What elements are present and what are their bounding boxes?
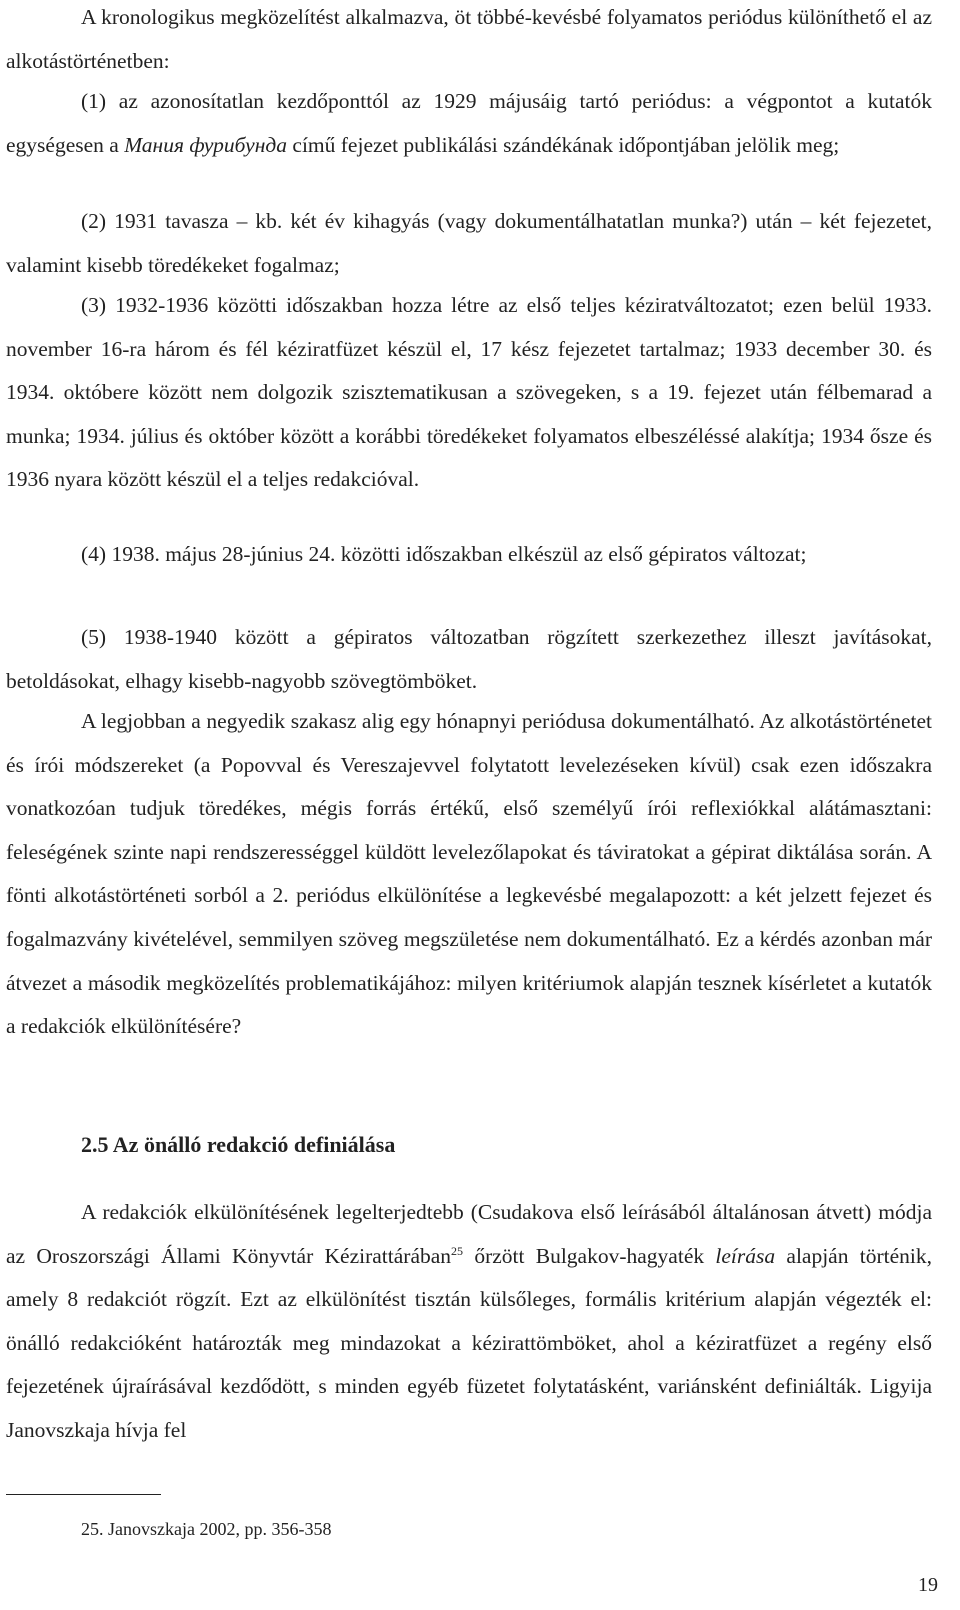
period-1-text-a: (1) az azonosítatlan kezdőponttól az 1929 májusáig tartó periódus: a végpontot a kutatók egységesen a <box>6 89 932 157</box>
page-number: 19 <box>918 1574 938 1596</box>
paragraph-period-1 <box>6 80 932 167</box>
paragraph-period-2: (2) 1931 tavasza – kb. két év kihagyás (vagy dokumentálhatatlan munka?) után – két fejezetet, valamint kisebb töredékeket fogalmaz; <box>6 209 932 277</box>
paragraph-documentation: A legjobban a negyedik szakasz alig egy hónapnyi periódusa dokumentálható. Az alkotástörténetet és írói módszereket (a Popovval és Vereszajevvel folytatott levelezéseken kívül) csak ezen időszakra vonatkozóan tudjuk töredékes, mégis forrás értékű, első személyű írói reflexiókkal alátámasztani: feleségének szinte napi rendszerességgel küldött levelezőlapokat és táviratokat a gépirat diktálása során. A fönti alkotástörténeti sorból a 2. periódus elkülönítése a legkevésbé megalapozott: a két jelzett fejezet és fogalmazvány kivételével, semmilyen szöveg megszületése nem dokumentálható. Ez a kérdés azonban már átvezet a második megközelítés problematikájához: milyen kritériumok alapján tesznek kísérletet a kutatók a redakciók elkülönítésére? <box>6 709 932 1039</box>
footnote-text: 25. Janovszkaja 2002, pp. 356-358 <box>81 1519 332 1539</box>
redaction-text-a: A redakciók elkülönítésének legelterjedtebb (Csudakova első leírásából általánosan átvett) módja az Oroszországi Állami Könyvtár Kézirattárában <box>6 1200 932 1268</box>
paragraph-intro: A kronologikus megközelítést alkalmazva, öt többé-kevésbé folyamatos periódus különíthető el az alkotástörténetben: <box>6 5 932 73</box>
redaction-italic-term: leírása <box>715 1243 776 1268</box>
paragraph-period-4: (4) 1938. május 28-június 24. közötti időszakban elkészül az első gépiratos változat; <box>81 542 807 566</box>
paragraph-redaction <box>6 1191 932 1453</box>
section-heading: 2.5 Az önálló redakció definiálása <box>81 1132 396 1157</box>
redaction-text-c: alapján történik, amely 8 redakciót rögzít. Ezt az elkülönítést tisztán külsőleges, formális kritérium alapján végezték el: önálló redakcióként határozták meg mindazokat a kézirattömböket, ahol a kéziratfüzet a regény első fejezetének újraírásával kezdődött, s minden egyéb füzetet folytatásként, variánsként definiálták. Ligyija Janovszkaja hívja fel <box>6 1243 932 1442</box>
period-1-text-b: című fejezet publikálási szándékának időpontjában jelölik meg; <box>287 132 840 157</box>
redaction-text-b: őrzött Bulgakov-hagyaték <box>463 1243 716 1268</box>
footnote-reference[interactable]: 25 <box>451 1243 464 1258</box>
paragraph-period-3: (3) 1932-1936 közötti időszakban hozza létre az első teljes kéziratváltozatot; ezen belül 1933. november 16-ra három és fél kéziratfüzet készül el, 17 kész fejezetet tartalmaz; 1933 december 30. és 1934. októbere között nem dolgozik szisztematikusan a szövegeken, s a 19. fejezet után félbemarad a munka; 1934. július és október között a korábbi töredékeket folyamatos elbeszéléssé alakítja; 1934 ősze és 1936 nyara között készül el a teljes redakcióval. <box>6 293 932 492</box>
footnote-divider <box>6 1494 161 1495</box>
paragraph-period-5: (5) 1938-1940 között a gépiratos változatban rögzített szerkezethez illeszt javításokat, betoldásokat, elhagy kisebb-nagyobb szövegtömböket. <box>6 625 932 693</box>
period-1-chapter-title: Мания фурибунда <box>124 132 288 157</box>
